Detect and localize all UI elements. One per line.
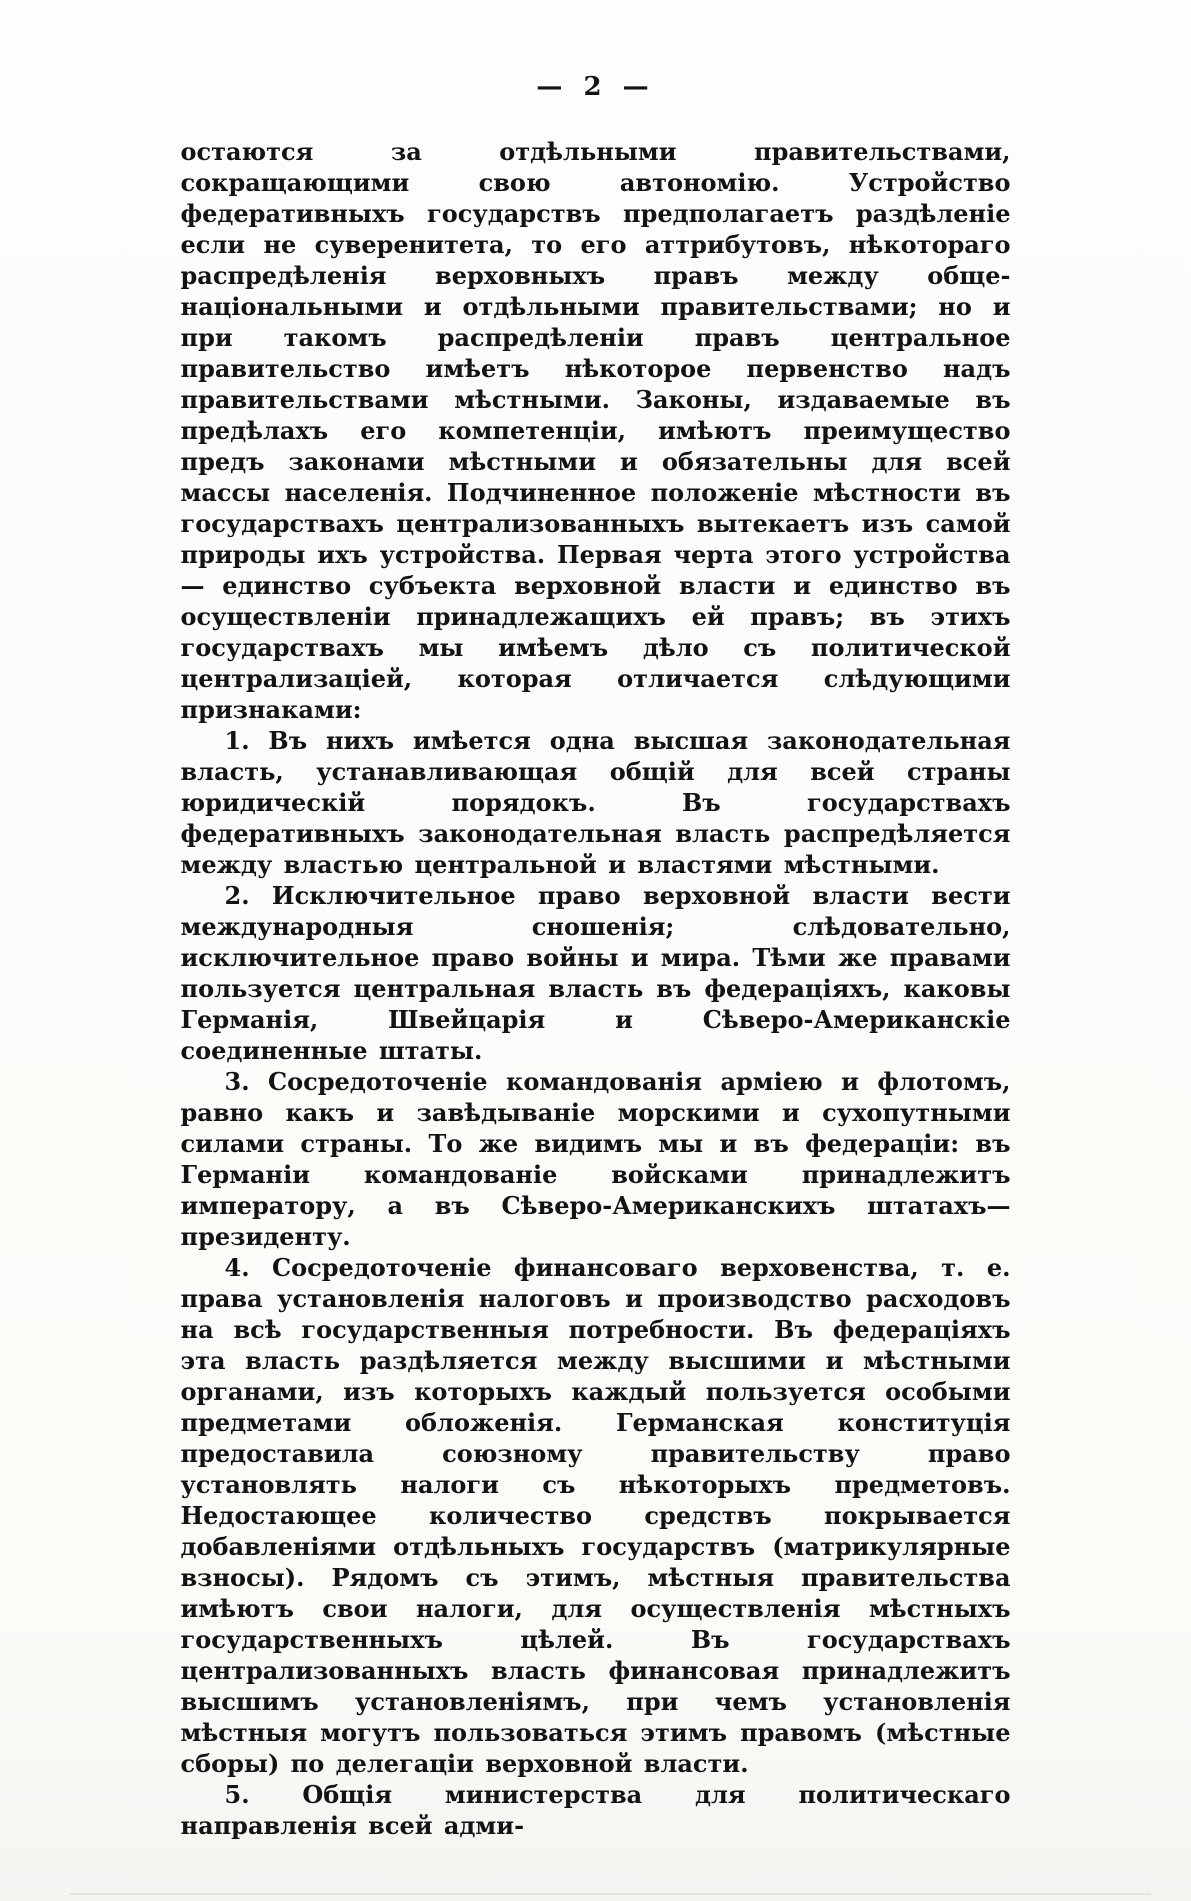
page-text-block: [181, 136, 1011, 1841]
paragraph-item-2: 2. Исключительное право верховной власти вести международныя сношенія; слѣдовательно, исключительное право войны и мира. Тѣми же правами пользуется центральная власть въ федераціяхъ, каковы Германія, Швейцарія и Сѣверо-Американскіе соединенные штаты.: [180, 881, 1011, 1065]
page-number: — 2 —: [536, 72, 655, 102]
paragraph-item-5: 5. Общія министерства для политическаго направленія всей адми-: [180, 1780, 1011, 1840]
paragraph-item-3: 3. Сосредоточеніе командованія арміею и флотомъ, равно какъ и завѣдываніе морскими и сухопутными силами страны. То же видимъ мы и въ федераціи: въ Германіи командованіе войсками принадлежитъ императору, а въ Сѣверо-Американскихъ штатахъ—президенту.: [180, 1067, 1011, 1251]
paragraph-continuation: остаются за отдѣльными правительствами, сокращающими свою автономію. Устройство федеративныхъ государствъ предполагаетъ раздѣленіе если не суверенитета, то его аттрибутовъ, нѣкотораго распредѣленія верховныхъ правъ между обще-національными и отдѣльными правительствами; но и при такомъ распредѣленіи правъ центральное правительство имѣетъ нѣкоторое первенство надъ правительствами мѣстными. Законы, издаваемые въ предѣлахъ его компетенціи, имѣютъ преимущество предъ законами мѣстными и обязательны для всей массы населенія. Подчиненное положеніе мѣстности въ государствахъ централизованныхъ вытекаетъ изъ самой природы ихъ устройства. Первая черта этого устройства — единство субъекта верховной власти и единство въ осуществленіи принадлежащихъ ей правъ; въ этихъ государствахъ мы имѣемъ дѣло съ политической централизаціей, которая отличается слѣдующими признаками:: [180, 137, 1011, 724]
paragraph-item-1: 1. Въ нихъ имѣется одна высшая законодательная власть, устанавливающая общій для всей страны юридическій порядокъ. Въ государствахъ федеративныхъ законодательная власть распредѣляется между властью центральной и властями мѣстными.: [180, 726, 1011, 879]
paragraph-item-4: 4. Сосредоточеніе финансоваго верховенства, т. е. права установленія налоговъ и производство расходовъ на всѣ государственныя потребности. Въ федераціяхъ эта власть раздѣляется между высшими и мѣстными органами, изъ которыхъ каждый пользуется особыми предметами обложенія. Германская конституція предоставила союзному правительству право установлять налоги съ нѣкоторыхъ предметовъ. Недостающее количество средствъ покрывается добавленіями отдѣльныхъ государствъ (матрикулярные взносы). Рядомъ съ этимъ, мѣстныя правительства имѣютъ свои налоги, для осуществленія мѣстныхъ государственныхъ цѣлей. Въ государствахъ централизованныхъ власть финансовая принадлежитъ высшимъ установленіямъ, при чемъ установленія мѣстныя могутъ пользоваться этимъ правомъ (мѣстные сборы) по делегаціи верховной власти.: [180, 1253, 1011, 1778]
scan-page-edge: [70, 1893, 1151, 1895]
